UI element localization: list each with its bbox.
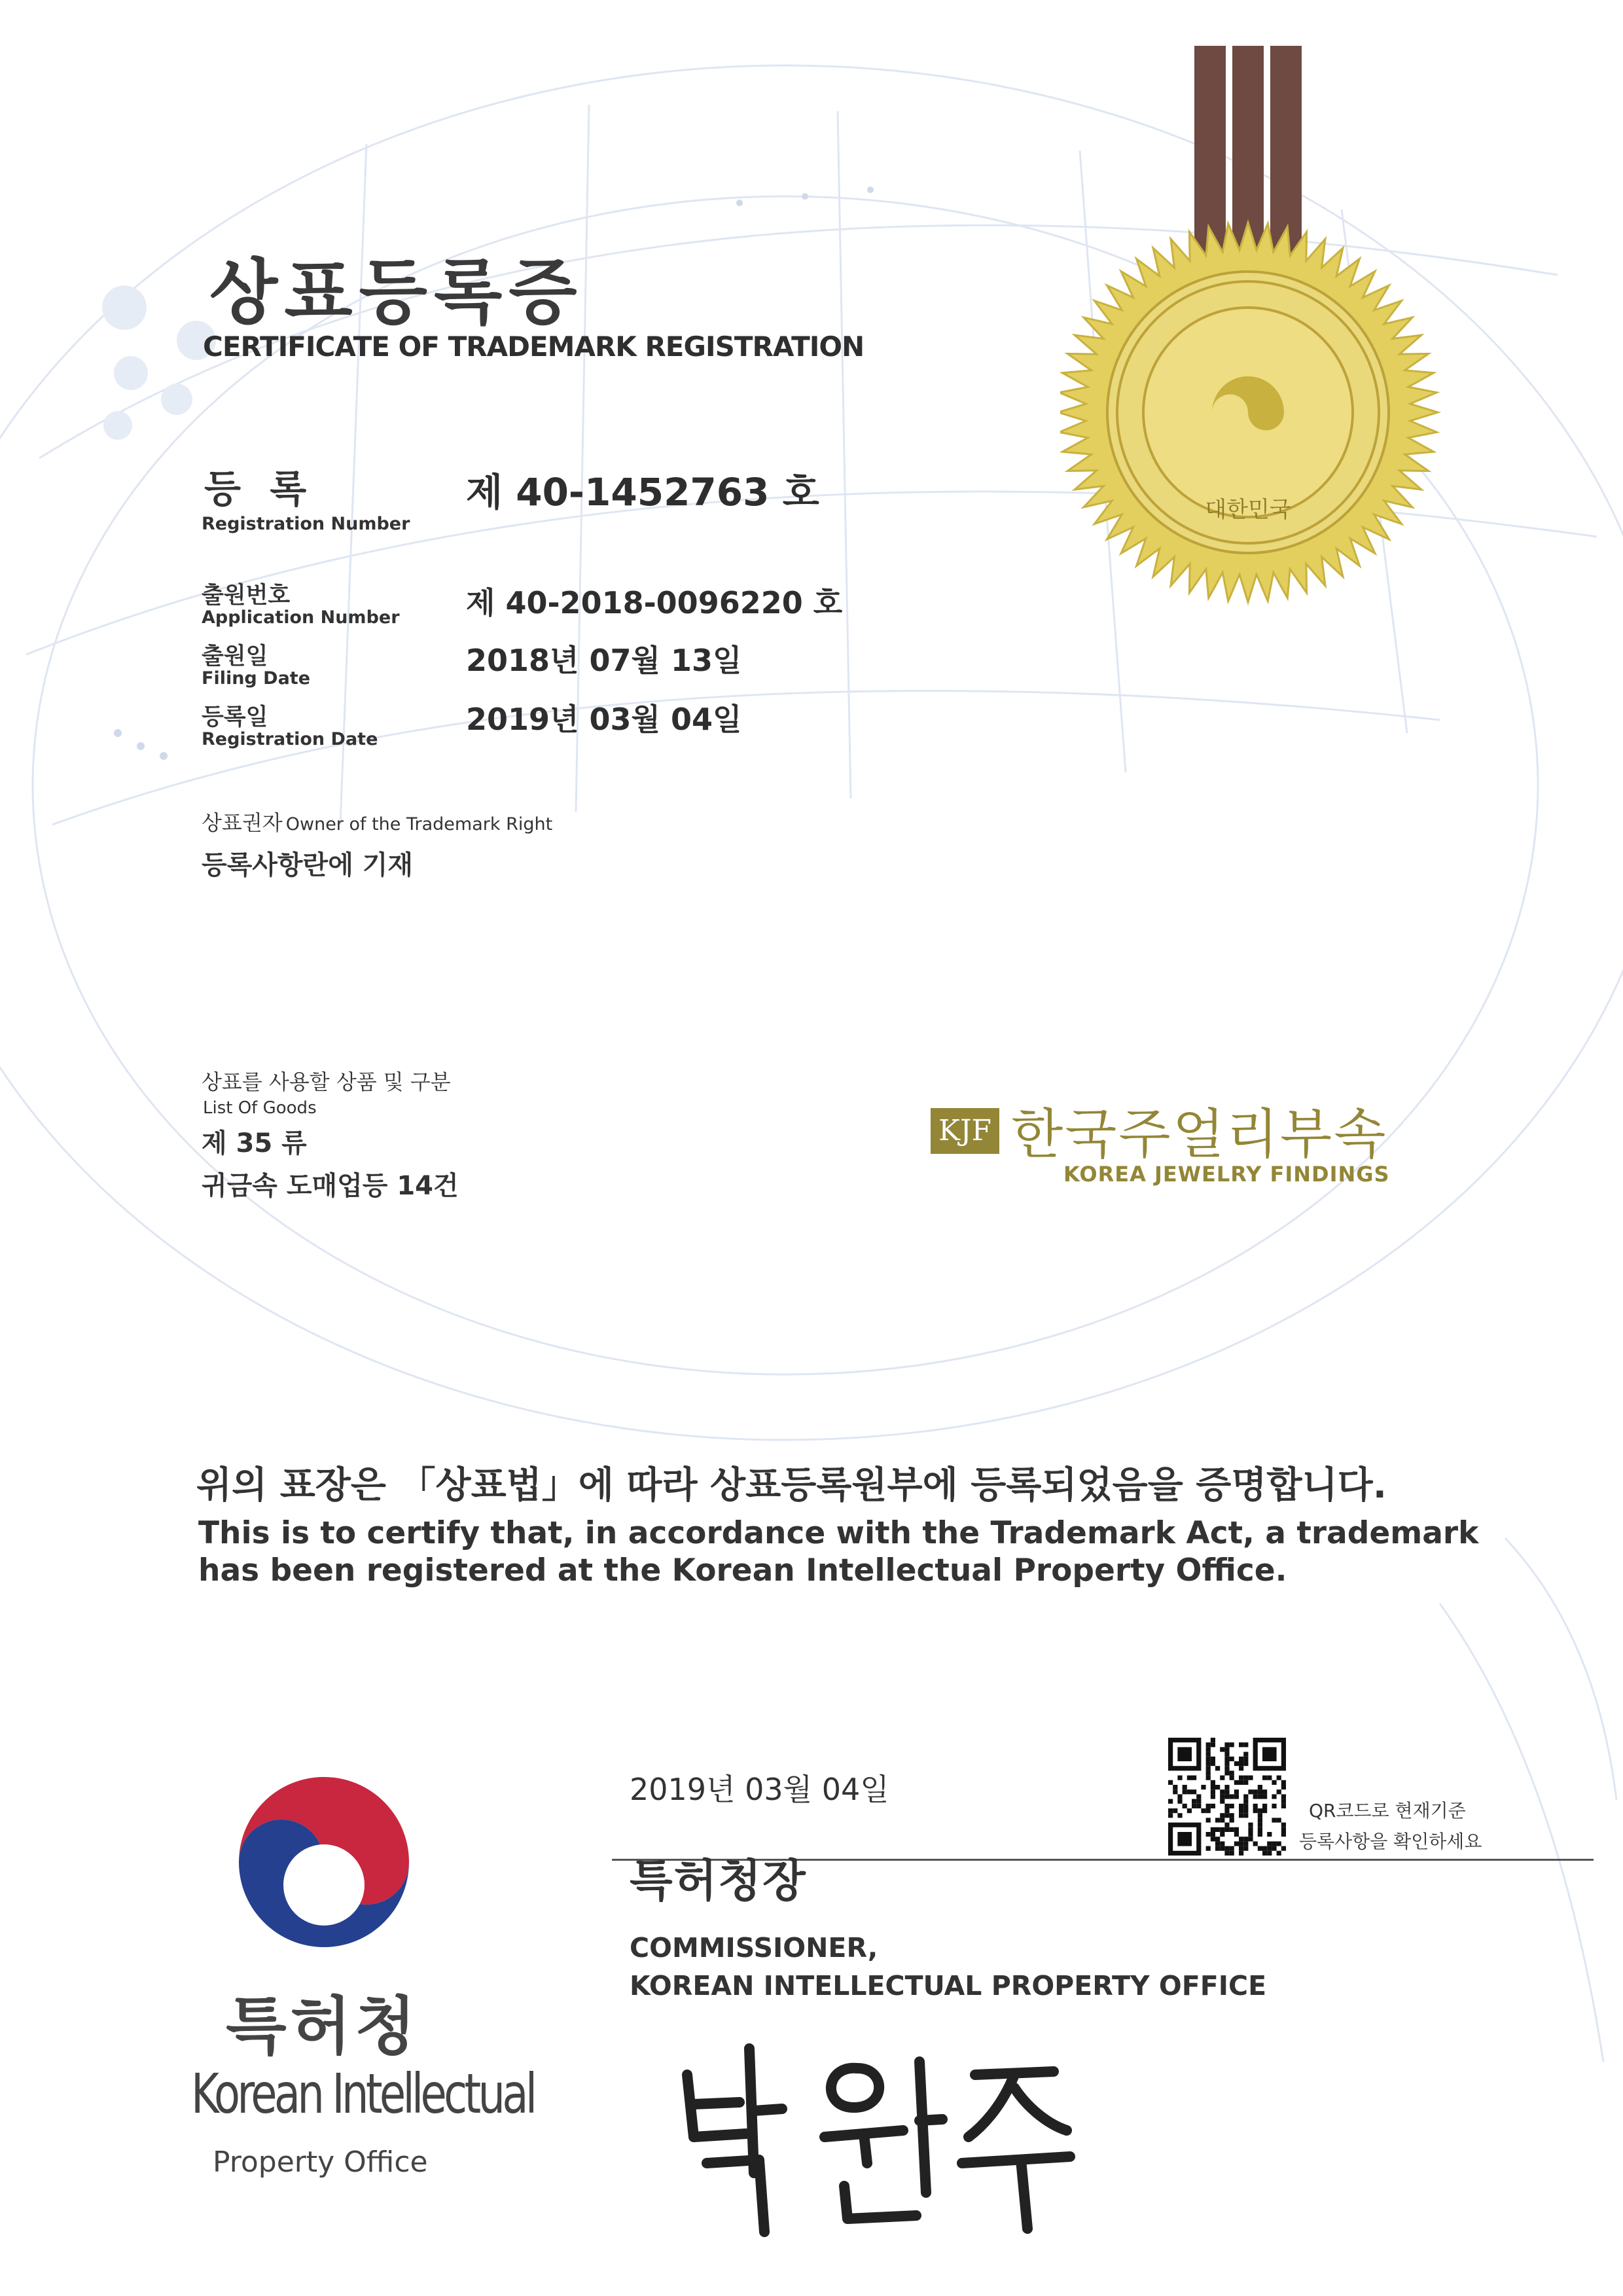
qr-module — [1248, 1776, 1253, 1780]
qr-finder — [1262, 1747, 1277, 1761]
qr-module — [1248, 1789, 1253, 1794]
qr-module — [1239, 1841, 1243, 1846]
qr-module — [1239, 1808, 1243, 1813]
qr-module — [1224, 1752, 1229, 1757]
application-number: 제 40-2018-0096220 호 — [466, 585, 843, 620]
filing-label-en: Filing Date — [202, 668, 311, 689]
certificate-title-en: CERTIFICATE OF TRADEMARK REGISTRATION — [203, 331, 865, 363]
qr-module — [1192, 1789, 1196, 1794]
qr-module — [1206, 1804, 1211, 1808]
qr-module — [1224, 1766, 1229, 1770]
qr-module — [1220, 1841, 1224, 1846]
qr-module — [1215, 1785, 1220, 1789]
qr-module — [1262, 1851, 1267, 1856]
qr-module — [1177, 1776, 1182, 1780]
qr-module — [1253, 1841, 1258, 1846]
qr-module — [1183, 1785, 1187, 1789]
commissioner-title-ko: 특허청장 — [630, 1856, 807, 1907]
qr-module — [1206, 1846, 1211, 1851]
qr-module — [1258, 1794, 1262, 1799]
goods-label-en: List Of Goods — [203, 1098, 317, 1118]
qr-module — [1243, 1804, 1248, 1808]
qr-module — [1183, 1789, 1187, 1794]
qr-module — [1224, 1813, 1229, 1818]
qr-module — [1224, 1851, 1229, 1856]
registration-date: 2019년 03월 04일 — [466, 702, 742, 737]
qr-module — [1173, 1808, 1177, 1813]
application-label-ko: 출원번호 — [202, 583, 291, 609]
qr-module — [1272, 1780, 1276, 1785]
qr-module — [1220, 1776, 1224, 1780]
seal-inscription: 대한민국 — [1205, 497, 1291, 523]
owner-value: 등록사항란에 기재 — [202, 850, 414, 880]
commissioner-signature — [668, 2022, 1086, 2238]
qr-module — [1253, 1804, 1258, 1808]
qr-module — [1196, 1804, 1201, 1808]
qr-module — [1224, 1761, 1229, 1766]
qr-module — [1168, 1780, 1173, 1785]
commissioner-title-en-1: COMMISSIONER, — [630, 1932, 878, 1964]
qr-module — [1230, 1818, 1234, 1822]
qr-module — [1272, 1818, 1276, 1822]
filing-label-ko: 출원일 — [202, 643, 268, 670]
qr-module — [1230, 1851, 1234, 1856]
qr-module — [1206, 1757, 1211, 1761]
qr-module — [1239, 1766, 1243, 1770]
qr-module — [1206, 1761, 1211, 1766]
qr-module — [1243, 1776, 1248, 1780]
qr-module — [1215, 1837, 1220, 1841]
qr-module — [1220, 1747, 1224, 1751]
qr-module — [1192, 1799, 1196, 1804]
goods-label-ko: 상표를 사용할 상품 및 구분 — [202, 1069, 451, 1094]
qr-module — [1206, 1752, 1211, 1757]
qr-module — [1239, 1813, 1243, 1818]
qr-module — [1168, 1799, 1173, 1804]
qr-module — [1230, 1804, 1234, 1808]
qr-module — [1239, 1761, 1243, 1766]
qr-module — [1253, 1789, 1258, 1794]
qr-module — [1177, 1799, 1182, 1804]
qr-module — [1206, 1742, 1211, 1747]
qr-module — [1211, 1832, 1215, 1837]
qr-finder — [1177, 1747, 1192, 1761]
qr-module — [1224, 1827, 1229, 1832]
qr-module — [1187, 1776, 1192, 1780]
qr-module — [1267, 1851, 1272, 1856]
qr-module — [1258, 1846, 1262, 1851]
qr-module — [1239, 1776, 1243, 1780]
qr-module — [1253, 1794, 1258, 1799]
kjf-logo-mark — [931, 1108, 999, 1154]
qr-module — [1230, 1813, 1234, 1818]
qr-module — [1215, 1827, 1220, 1832]
qr-module — [1243, 1799, 1248, 1804]
qr-module — [1243, 1757, 1248, 1761]
owner-label-ko: 상표권자 — [202, 810, 283, 835]
qr-module — [1224, 1846, 1229, 1851]
qr-module — [1230, 1827, 1234, 1832]
qr-module — [1168, 1808, 1173, 1813]
qr-module — [1262, 1789, 1267, 1794]
qr-module — [1262, 1808, 1267, 1813]
qr-module — [1224, 1794, 1229, 1799]
certification-statement-ko: 위의 표장은 「상표법」에 따라 상표등록원부에 등록되었음을 증명합니다. — [196, 1464, 1387, 1507]
qr-module — [1277, 1841, 1281, 1846]
qr-module — [1258, 1789, 1262, 1794]
qr-module — [1230, 1776, 1234, 1780]
qr-module — [1258, 1785, 1262, 1789]
qr-module — [1281, 1794, 1286, 1799]
qr-module — [1239, 1804, 1243, 1808]
qr-module — [1211, 1738, 1215, 1742]
qr-module — [1243, 1794, 1248, 1799]
qr-module — [1281, 1827, 1286, 1832]
qr-module — [1277, 1818, 1281, 1822]
qr-module — [1262, 1776, 1267, 1780]
qr-module — [1230, 1742, 1234, 1747]
qr-module — [1224, 1757, 1229, 1761]
qr-module — [1224, 1785, 1229, 1789]
qr-module — [1173, 1785, 1177, 1789]
qr-module — [1258, 1813, 1262, 1818]
qr-code[interactable] — [1168, 1738, 1286, 1856]
qr-module — [1248, 1827, 1253, 1832]
qr-module — [1224, 1789, 1229, 1794]
qr-module — [1258, 1823, 1262, 1827]
qr-module — [1234, 1780, 1239, 1785]
qr-note-line1: QR코드로 현재기준 — [1309, 1800, 1466, 1821]
qr-module — [1234, 1832, 1239, 1837]
qr-module — [1211, 1794, 1215, 1799]
qr-module — [1215, 1846, 1220, 1851]
qr-module — [1211, 1827, 1215, 1832]
registration-label-ko: 등 록 — [204, 467, 315, 511]
qr-module — [1267, 1832, 1272, 1837]
qr-module — [1248, 1837, 1253, 1841]
qr-module — [1243, 1752, 1248, 1757]
application-label-en: Application Number — [202, 607, 400, 628]
qr-module — [1258, 1808, 1262, 1813]
qr-module — [1215, 1766, 1220, 1770]
qr-module — [1239, 1851, 1243, 1856]
qr-module — [1234, 1794, 1239, 1799]
qr-module — [1239, 1757, 1243, 1761]
qr-module — [1211, 1780, 1215, 1785]
qr-module — [1220, 1832, 1224, 1837]
qr-module — [1239, 1780, 1243, 1785]
owner-label — [202, 806, 552, 836]
qr-module — [1258, 1827, 1262, 1832]
kipo-name-en-1: Korean Intellectual — [191, 2062, 535, 2126]
qr-module — [1234, 1789, 1239, 1794]
qr-module — [1258, 1832, 1262, 1837]
qr-module — [1211, 1804, 1215, 1808]
kipo-name-en-2: Property Office — [213, 2145, 428, 2179]
goods-class: 제 35 류 — [202, 1128, 307, 1158]
qr-module — [1243, 1846, 1248, 1851]
qr-module — [1281, 1823, 1286, 1827]
qr-module — [1234, 1841, 1239, 1846]
qr-module — [1239, 1742, 1243, 1747]
qr-module — [1215, 1818, 1220, 1822]
qr-module — [1281, 1832, 1286, 1837]
qr-module — [1230, 1757, 1234, 1761]
certificate-title-ko: 상표등록증 — [209, 252, 584, 334]
qr-module — [1277, 1776, 1281, 1780]
qr-module — [1224, 1804, 1229, 1808]
qr-module — [1243, 1808, 1248, 1813]
qr-module — [1258, 1818, 1262, 1822]
qr-module — [1243, 1837, 1248, 1841]
qr-module — [1267, 1776, 1272, 1780]
qr-module — [1224, 1823, 1229, 1827]
qr-module — [1262, 1846, 1267, 1851]
qr-module — [1234, 1761, 1239, 1766]
qr-module — [1230, 1846, 1234, 1851]
kipo-taegeuk-icon — [229, 1767, 419, 1957]
qr-module — [1220, 1799, 1224, 1804]
qr-module — [1281, 1804, 1286, 1808]
certification-statement-en-2: has been registered at the Korean Intellectual Property Office. — [198, 1552, 1287, 1588]
qr-module — [1211, 1757, 1215, 1761]
qr-module — [1224, 1742, 1229, 1747]
qr-module — [1183, 1804, 1187, 1808]
gold-seal-emblem — [1060, 46, 1466, 635]
qr-module — [1277, 1851, 1281, 1856]
qr-module — [1224, 1808, 1229, 1813]
kjf-logo-letters: KJF — [938, 1114, 992, 1147]
qr-module — [1192, 1804, 1196, 1808]
qr-module — [1281, 1846, 1286, 1851]
kipo-name-ko: 특허청 — [226, 1990, 420, 2063]
qr-module — [1248, 1832, 1253, 1837]
qr-module — [1239, 1846, 1243, 1851]
qr-module — [1211, 1789, 1215, 1794]
qr-module — [1206, 1832, 1211, 1837]
qr-module — [1243, 1841, 1248, 1846]
qr-module — [1206, 1766, 1211, 1770]
qr-module — [1239, 1837, 1243, 1841]
qr-module — [1243, 1742, 1248, 1747]
qr-module — [1267, 1841, 1272, 1846]
owner-label-en: Owner of the Trademark Right — [285, 814, 553, 834]
qr-module — [1196, 1794, 1201, 1799]
qr-module — [1230, 1794, 1234, 1799]
qr-module — [1206, 1770, 1211, 1775]
qr-module — [1220, 1794, 1224, 1799]
qr-module — [1277, 1789, 1281, 1794]
qr-module — [1253, 1808, 1258, 1813]
qr-module — [1196, 1799, 1201, 1804]
certification-statement-en-1: This is to certify that, in accordance with the Trademark Act, a trademark — [198, 1515, 1479, 1551]
brand-name-ko: 한국주얼리부속 — [1011, 1103, 1388, 1166]
qr-module — [1177, 1794, 1182, 1799]
qr-module — [1206, 1747, 1211, 1751]
qr-module — [1224, 1770, 1229, 1775]
registration-number: 제 40-1452763 호 — [466, 470, 819, 514]
qr-module — [1272, 1794, 1276, 1799]
registration-date-label-en: Registration Date — [202, 729, 378, 749]
qr-module — [1243, 1780, 1248, 1785]
registration-label-en: Registration Number — [202, 514, 410, 534]
qr-module — [1192, 1776, 1196, 1780]
qr-module — [1243, 1761, 1248, 1766]
qr-module — [1262, 1794, 1267, 1799]
commissioner-title-en-2: KOREAN INTELLECTUAL PROPERTY OFFICE — [630, 1970, 1267, 2001]
registration-date-label-ko: 등록일 — [202, 704, 268, 730]
qr-module — [1206, 1808, 1211, 1813]
qr-module — [1211, 1742, 1215, 1747]
qr-module — [1224, 1747, 1229, 1751]
qr-module — [1281, 1785, 1286, 1789]
qr-module — [1248, 1823, 1253, 1827]
qr-module — [1220, 1846, 1224, 1851]
qr-module — [1281, 1799, 1286, 1804]
qr-module — [1272, 1846, 1276, 1851]
qr-module — [1262, 1804, 1267, 1808]
qr-module — [1272, 1804, 1276, 1808]
qr-module — [1220, 1789, 1224, 1794]
qr-module — [1201, 1785, 1205, 1789]
qr-module — [1206, 1776, 1211, 1780]
qr-module — [1243, 1813, 1248, 1818]
qr-module — [1234, 1827, 1239, 1832]
qr-module — [1211, 1761, 1215, 1766]
issue-date: 2019년 03월 04일 — [630, 1772, 889, 1807]
qr-module — [1187, 1789, 1192, 1794]
qr-module — [1173, 1789, 1177, 1794]
qr-module — [1267, 1846, 1272, 1851]
qr-module — [1215, 1841, 1220, 1846]
qr-module — [1220, 1827, 1224, 1832]
qr-module — [1230, 1770, 1234, 1775]
qr-module — [1177, 1813, 1182, 1818]
goods-items: 귀금속 도매업등 14건 — [202, 1171, 459, 1201]
qr-note-line2: 등록사항을 확인하세요 — [1299, 1831, 1482, 1852]
qr-module — [1211, 1837, 1215, 1841]
qr-module — [1281, 1780, 1286, 1785]
brand-name-en: KOREA JEWELRY FINDINGS — [1063, 1162, 1390, 1187]
filing-date: 2018년 07월 13일 — [466, 643, 742, 678]
qr-module — [1272, 1841, 1276, 1846]
qr-finder — [1177, 1832, 1192, 1846]
qr-module — [1168, 1813, 1173, 1818]
qr-module — [1220, 1813, 1224, 1818]
qr-module — [1201, 1808, 1205, 1813]
qr-module — [1187, 1808, 1192, 1813]
qr-module — [1220, 1818, 1224, 1822]
qr-module — [1206, 1818, 1211, 1822]
qr-module — [1211, 1785, 1215, 1789]
